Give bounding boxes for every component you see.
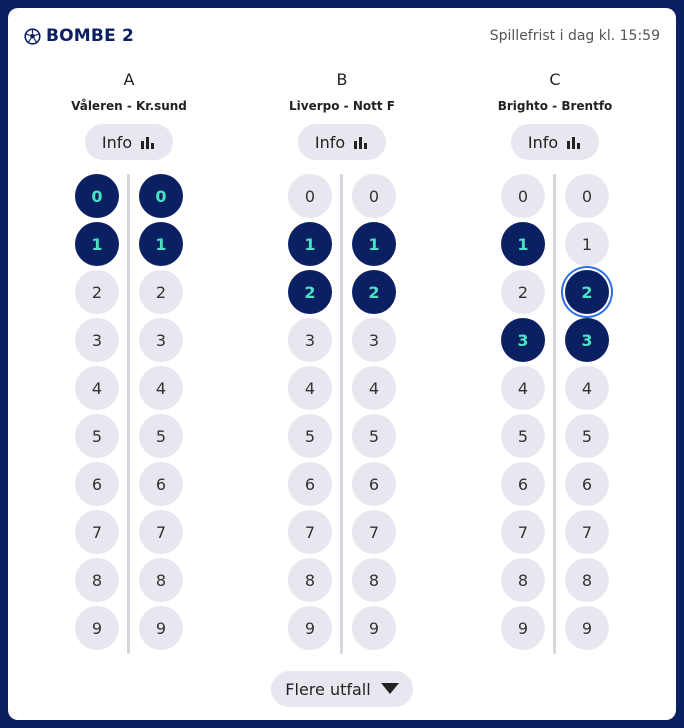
away-goal-option[interactable]: 4 — [352, 366, 396, 410]
away-goal-option[interactable]: 1 — [352, 222, 396, 266]
away-goal-option[interactable]: 0 — [565, 174, 609, 218]
more-outcomes-button[interactable] — [271, 671, 413, 707]
coupon-header — [24, 26, 660, 50]
home-goal-option[interactable]: 6 — [501, 462, 545, 506]
home-goal-option[interactable]: 9 — [501, 606, 545, 650]
away-goal-option[interactable]: 0 — [139, 174, 183, 218]
away-goal-option[interactable]: 4 — [139, 366, 183, 410]
away-goal-option[interactable]: 9 — [352, 606, 396, 650]
coupon-card — [8, 8, 676, 720]
home-goal-option[interactable]: 9 — [288, 606, 332, 650]
match-letter: C — [549, 70, 561, 89]
home-goal-option[interactable]: 0 — [501, 174, 545, 218]
info-button[interactable] — [511, 124, 599, 160]
bar-chart-icon — [566, 135, 582, 149]
home-goal-option[interactable]: 4 — [501, 366, 545, 410]
home-goal-option[interactable]: 7 — [501, 510, 545, 554]
caret-down-icon — [381, 683, 399, 695]
away-goal-option[interactable]: 5 — [139, 414, 183, 458]
match-teams: Liverpo - Nott F — [289, 99, 395, 113]
home-goal-option[interactable]: 1 — [288, 222, 332, 266]
away-goal-option[interactable]: 3 — [139, 318, 183, 362]
info-label: Info — [101, 132, 133, 152]
info-label: Info — [527, 132, 559, 152]
home-goal-option[interactable]: 0 — [288, 174, 332, 218]
deadline-text: Spillefrist i dag kl. 15:59 — [489, 28, 660, 44]
away-goal-option[interactable]: 9 — [139, 606, 183, 650]
score-divider — [553, 174, 556, 654]
home-goal-option[interactable]: 2 — [501, 270, 545, 314]
away-goal-option[interactable]: 6 — [139, 462, 183, 506]
info-button[interactable] — [85, 124, 173, 160]
score-divider — [340, 174, 343, 654]
match-letter: B — [336, 70, 348, 89]
home-goal-option[interactable]: 6 — [288, 462, 332, 506]
home-goal-option[interactable]: 7 — [75, 510, 119, 554]
home-goal-option[interactable]: 4 — [75, 366, 119, 410]
home-goal-option[interactable]: 1 — [75, 222, 119, 266]
match-letter: A — [123, 70, 135, 89]
match-teams: Våleren - Kr.sund — [71, 99, 187, 113]
away-goal-option[interactable]: 2 — [565, 270, 609, 314]
bar-chart-icon — [140, 135, 156, 149]
info-button[interactable] — [298, 124, 386, 160]
away-goal-option[interactable]: 0 — [352, 174, 396, 218]
home-goal-option[interactable]: 0 — [75, 174, 119, 218]
away-goal-option[interactable]: 5 — [565, 414, 609, 458]
away-goal-option[interactable]: 8 — [352, 558, 396, 602]
away-goal-option[interactable]: 6 — [352, 462, 396, 506]
home-goal-option[interactable]: 8 — [75, 558, 119, 602]
home-goal-option[interactable]: 6 — [75, 462, 119, 506]
match-c — [460, 68, 650, 668]
away-goal-option[interactable]: 3 — [352, 318, 396, 362]
away-goal-option[interactable]: 2 — [139, 270, 183, 314]
away-goal-option[interactable]: 1 — [565, 222, 609, 266]
away-goal-option[interactable]: 1 — [139, 222, 183, 266]
match-teams: Brighto - Brentfo — [497, 99, 613, 113]
home-goal-option[interactable]: 2 — [288, 270, 332, 314]
away-goal-option[interactable]: 3 — [565, 318, 609, 362]
info-label: Info — [314, 132, 346, 152]
home-goal-option[interactable]: 5 — [501, 414, 545, 458]
away-goal-option[interactable]: 5 — [352, 414, 396, 458]
home-goal-option[interactable]: 8 — [501, 558, 545, 602]
home-goal-option[interactable]: 3 — [288, 318, 332, 362]
home-goal-option[interactable]: 4 — [288, 366, 332, 410]
away-goal-option[interactable]: 7 — [139, 510, 183, 554]
away-goal-option[interactable]: 6 — [565, 462, 609, 506]
match-b — [247, 68, 437, 668]
soccer-ball-icon — [24, 28, 41, 45]
coupon-title: BOMBE 2 — [46, 26, 135, 46]
away-goal-option[interactable]: 9 — [565, 606, 609, 650]
home-goal-option[interactable]: 8 — [288, 558, 332, 602]
home-goal-option[interactable]: 5 — [75, 414, 119, 458]
score-divider — [127, 174, 130, 654]
away-goal-option[interactable]: 2 — [352, 270, 396, 314]
bar-chart-icon — [353, 135, 369, 149]
more-outcomes-label: Flere utfall — [285, 679, 371, 699]
brand — [24, 26, 134, 46]
away-goal-option[interactable]: 7 — [352, 510, 396, 554]
away-goal-option[interactable]: 7 — [565, 510, 609, 554]
home-goal-option[interactable]: 3 — [501, 318, 545, 362]
home-goal-option[interactable]: 1 — [501, 222, 545, 266]
away-goal-option[interactable]: 8 — [139, 558, 183, 602]
away-goal-option[interactable]: 8 — [565, 558, 609, 602]
home-goal-option[interactable]: 9 — [75, 606, 119, 650]
match-a — [34, 68, 224, 668]
home-goal-option[interactable]: 5 — [288, 414, 332, 458]
home-goal-option[interactable]: 3 — [75, 318, 119, 362]
home-goal-option[interactable]: 7 — [288, 510, 332, 554]
away-goal-option[interactable]: 4 — [565, 366, 609, 410]
home-goal-option[interactable]: 2 — [75, 270, 119, 314]
